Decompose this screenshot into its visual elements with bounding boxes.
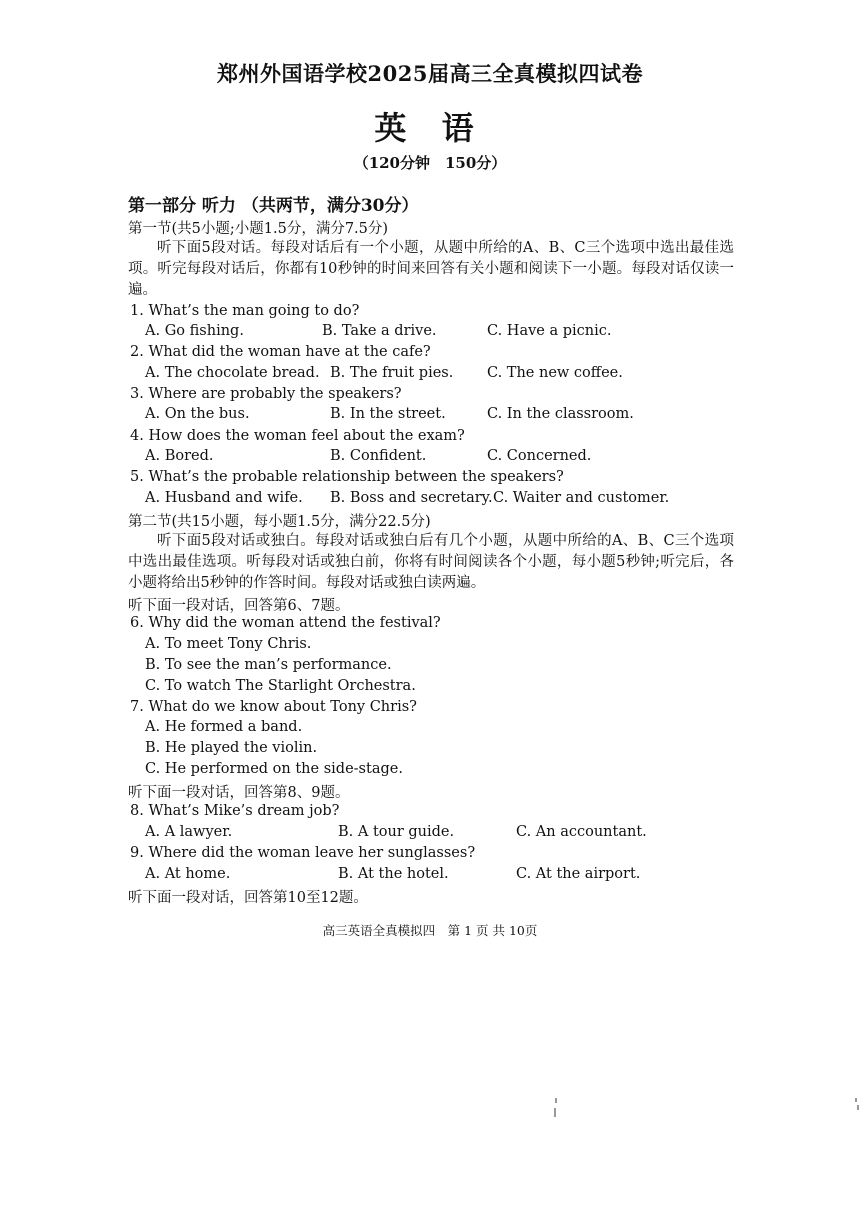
q7-option-b: B. He played the violin. <box>145 740 318 756</box>
q5-option-b: B. Boss and secretary. <box>330 490 493 506</box>
q8-option-a: A. A lawyer. <box>145 824 233 840</box>
q3-option-b: B. In the street. <box>330 406 446 422</box>
q6-option-b: B. To see the man’s performance. <box>145 657 392 673</box>
q2-option-c: C. The new coffee. <box>487 365 623 381</box>
q7-option-c: C. He performed on the side-stage. <box>145 761 403 777</box>
question-2: 2. What did the woman have at the cafe? <box>130 344 431 360</box>
page-footer: 高三英语全真模拟四 第 1 页 共 10页 <box>322 923 538 938</box>
q1-option-c: C. Have a picnic. <box>487 323 612 339</box>
q6-option-a: A. To meet Tony Chris. <box>145 636 312 652</box>
q3-option-a: A. On the bus. <box>145 406 250 422</box>
prompt-q8-q9: 听下面一段对话，回答第8、9题。 <box>128 785 350 801</box>
question-6: 6. Why did the woman attend the festival? <box>130 615 441 631</box>
q2-option-b: B. The fruit pies. <box>330 365 454 381</box>
question-7: 7. What do we know about Tony Chris? <box>130 699 417 715</box>
question-4: 4. How does the woman feel about the exam? <box>130 428 465 444</box>
prompt-q6-q7: 听下面一段对话，回答第6、7题。 <box>128 598 350 614</box>
prompt-q10-q12: 听下面一段对话，回答第10至12题。 <box>128 890 368 906</box>
q9-option-a: A. At home. <box>145 866 231 882</box>
part-one-heading: 第一部分 听力 （共两节，满分30分） <box>128 196 419 216</box>
section-two-instructions: 听下面5段对话或独白。每段对话或独白后有几个小题，从题中所给的A、B、C三个选项中选出最佳选项。听每段对话或独白前，你将有时间阅读各个小题，每小题5秒钟;听完后，各小题将给出5秒钟的作答时间。每段对话或独白读两遍。 <box>128 533 734 591</box>
section-two-heading: 第二节(共15小题，每小题1.5分，满分22.5分) <box>128 514 431 530</box>
question-5: 5. What’s the probable relationship between the speakers? <box>130 469 564 485</box>
subject-title: 英 语 <box>374 109 486 147</box>
scan-mark <box>855 1098 857 1102</box>
q4-option-a: A. Bored. <box>145 448 214 464</box>
q5-option-a: A. Husband and wife. <box>145 490 303 506</box>
scan-mark <box>554 1108 556 1117</box>
q6-option-c: C. To watch The Starlight Orchestra. <box>145 678 416 694</box>
q7-option-a: A. He formed a band. <box>145 719 303 735</box>
question-8: 8. What’s Mike’s dream job? <box>130 803 340 819</box>
exam-title: 郑州外国语学校2025届高三全真模拟四试卷 <box>217 61 643 86</box>
q9-option-b: B. At the hotel. <box>338 866 449 882</box>
section-one-instructions: 听下面5段对话。每段对话后有一个小题，从题中所给的A、B、C三个选项中选出最佳选项。听完每段对话后，你都有10秒钟的时间来回答有关小题和阅读下一小题。每段对话仅读一遍。 <box>128 240 734 298</box>
scan-mark <box>555 1098 557 1103</box>
q4-option-b: B. Confident. <box>330 448 427 464</box>
q2-option-a: A. The chocolate bread. <box>145 365 320 381</box>
q1-option-b: B. Take a drive. <box>322 323 437 339</box>
q5-option-c: C. Waiter and customer. <box>493 490 670 506</box>
section-one-heading: 第一节(共5小题;小题1.5分，满分7.5分) <box>128 221 389 237</box>
exam-duration: （120分钟 150分） <box>353 154 507 172</box>
scan-mark <box>857 1105 859 1110</box>
question-1: 1. What’s the man going to do? <box>130 303 360 319</box>
q4-option-c: C. Concerned. <box>487 448 592 464</box>
question-3: 3. Where are probably the speakers? <box>130 386 402 402</box>
q8-option-c: C. An accountant. <box>516 824 647 840</box>
question-9: 9. Where did the woman leave her sunglasses? <box>130 845 476 861</box>
q9-option-c: C. At the airport. <box>516 866 641 882</box>
q1-option-a: A. Go fishing. <box>145 323 244 339</box>
q8-option-b: B. A tour guide. <box>338 824 455 840</box>
q3-option-c: C. In the classroom. <box>487 406 634 422</box>
